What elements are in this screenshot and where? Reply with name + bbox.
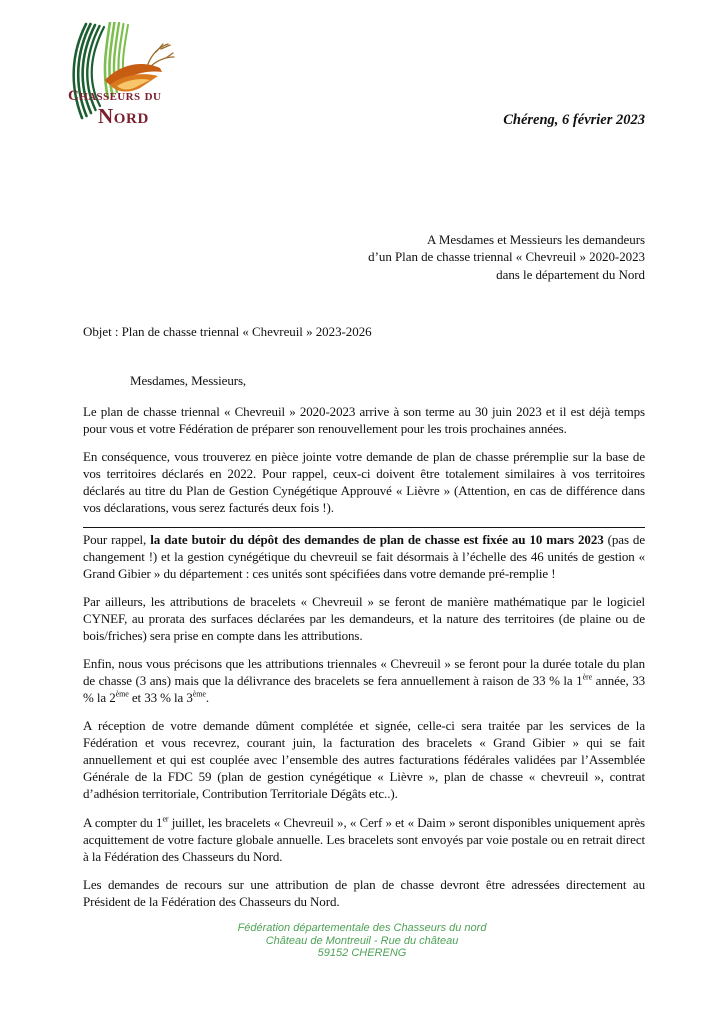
body-paragraphs [83,403,645,910]
paragraph-segment: année, 33 % la 2 [83,673,646,705]
paragraph-segment: ème [192,689,206,699]
paragraph-segment: A réception de votre demande dûment complétée et signée, celle-ci sera traitée par les services de la Fédération et vous recevrez, courant juin, la facturation des bracelets « Grand Gibier » qui se fait annuellement et qui est couplée avec l’ensemble des autres facturations fédérales validées par l’Assemblée Générale de la FDC 59 (plan de gestion cynégétique « Lièvre », plan de chasse « chevreuil », contrat d’adhésion territoriale, Contribution Territoriale Dégâts etc..). [83,718,645,801]
body-paragraph [83,814,645,865]
paragraph-segment: juillet, les bracelets « Chevreuil », « Cerf » et « Daim » seront disponibles uniquement après acquittement de votre facture globale annuelle. Les bracelets sont envoyés par voie postale ou en retrait direct à la Fédération des Chasseurs du Nord. [83,815,645,864]
addressee-line: A Mesdames et Messieurs les demandeurs [427,232,645,247]
footer-address-block [0,922,724,960]
paragraph-segment: Enfin, nous vous précisons que les attributions triennales « Chevreuil » se feront pour la durée totale du plan de chasse (3 ans) mais que la délivrance des bracelets se fera annuellement à raison de 33 % la 1 [83,656,645,688]
addressee-block [368,231,645,283]
paragraph-segment: ère [582,672,593,682]
paragraph-segment: En conséquence, vous trouverez en pièce jointe votre demande de plan de chasse préremplie sur la base de vos territoires déclarés en 2022. Pour rappel, ceux-ci doivent être totalement similaires à vos territoires déclarés au titre du Plan de Gestion Cynégétique Approuvé « Lièvre » (Attention, en cas de différence dans vos déclarations, vous serez facturés deux fois !). [83,449,645,515]
footer-address-line: Fédération départementale des Chasseurs du nord [237,922,487,934]
body-paragraph [83,717,645,802]
section-divider [83,527,645,528]
paragraph-segment: (pas de changement !) et la gestion cynégétique du chevreuil se fait désormais à l’échelle des 46 unités de gestion « Grand Gibier » du département : ces unités sont spécifiées dans votre demande pré-remplie ! [83,532,645,581]
body-paragraph [83,655,645,706]
logo-org-name-line2: Nord [98,104,149,128]
footer-address-line: 59152 CHERENG [317,947,407,960]
paragraph-segment: ème [115,689,129,699]
body-paragraph [83,448,645,516]
addressee-line: dans le département du Nord [496,266,645,282]
addressee-line: d’un Plan de chasse triennal « Chevreuil » 2020-2023 [368,249,645,265]
subject-line: Objet : Plan de chasse triennal « Chevreuil » 2023-2026 [83,324,372,339]
paragraph-segment: Les demandes de recours sur une attribution de plan de chasse devront être adressées directement au Président de la Fédération des Chasseurs du Nord. [83,877,645,909]
body-paragraph [83,876,645,910]
paragraph-segment: er [162,814,169,824]
paragraph-segment: Pour rappel, [83,532,151,547]
body-paragraph [83,403,645,437]
body-paragraph [83,531,645,582]
logo-org-name-line1: Chasseurs du [68,88,162,104]
letter-body [83,372,645,921]
paragraph-segment: A compter du 1 [83,815,163,830]
salutation: Mesdames, Messieurs, [130,373,247,388]
paragraph-segment: Le plan de chasse triennal « Chevreuil » 2020-2023 arrive à son terme au 30 juin 2023 et il est déjà temps pour vous et votre Fédération de préparer son renouvellement pour les trois prochaines années. [83,404,645,436]
footer-address-line: Château de Montreuil - Rue du château [265,934,459,947]
paragraph-segment: et 33 % la 3 [128,690,193,705]
paragraph-segment: la date butoir du dépôt des demandes de plan de chasse est fixée au 10 mars 2023 [150,532,604,547]
paragraph-segment: Par ailleurs, les attributions de bracelets « Chevreuil » se feront de manière mathématique par le logiciel CYNEF, au prorata des surfaces déclarées par les demandeurs, et la nature des territoires (de plaine ou de bois/friches) sera prise en compte dans les attributions. [83,594,645,643]
dateline: Chéreng, 6 février 2023 [503,112,645,128]
paragraph-segment: . [205,690,210,705]
body-paragraph [83,593,645,644]
chasseurs-du-nord-logo [60,22,194,137]
